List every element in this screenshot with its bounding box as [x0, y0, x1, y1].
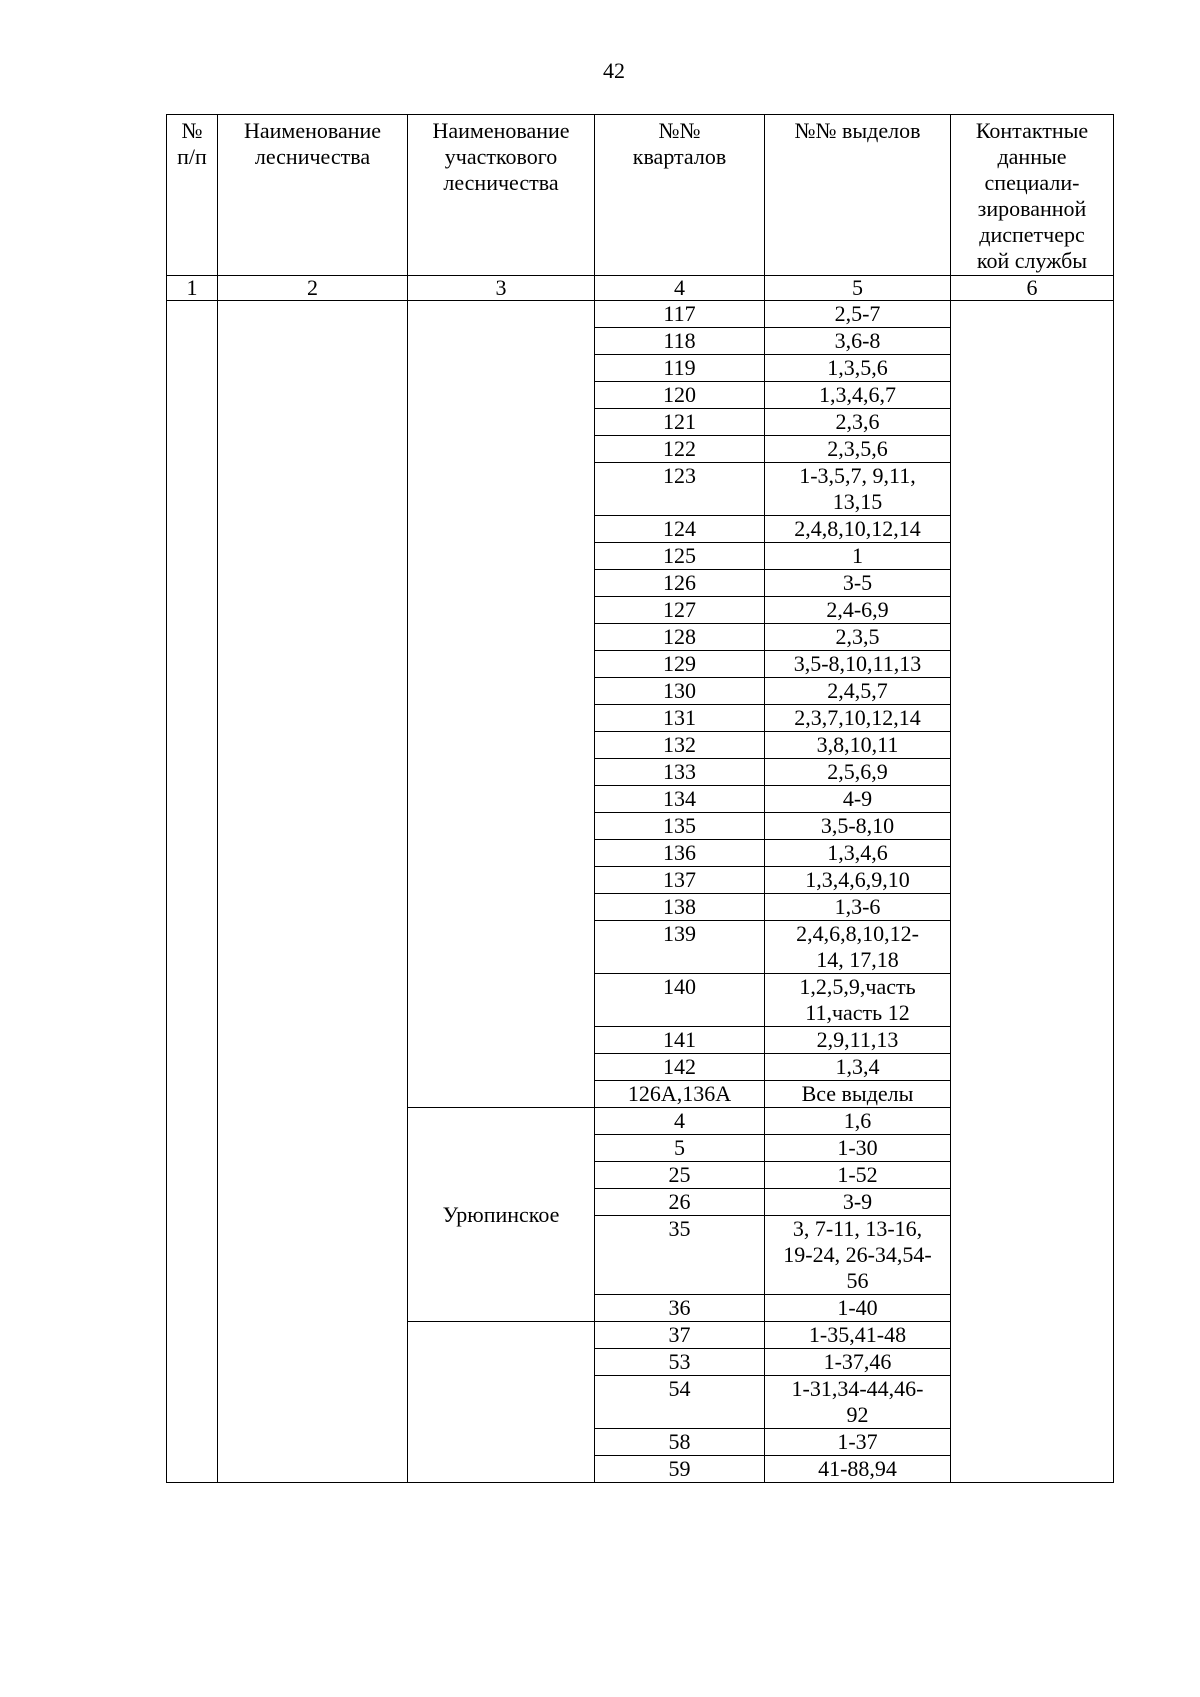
allotment-cell: 2,4,8,10,12,14 [765, 516, 951, 543]
allotment-cell: 2,4,6,8,10,12- 14, 17,18 [765, 921, 951, 974]
allotment-cell: 2,4-6,9 [765, 597, 951, 624]
allotment-cell: 1,3,5,6 [765, 355, 951, 382]
quarter-cell: 122 [595, 436, 765, 463]
quarter-cell: 133 [595, 759, 765, 786]
allotment-cell: 1,3,4,6 [765, 840, 951, 867]
quarter-cell: 132 [595, 732, 765, 759]
column-number: 6 [951, 276, 1114, 301]
quarter-cell: 37 [595, 1322, 765, 1349]
allotment-cell: 4-9 [765, 786, 951, 813]
allotment-cell: 1-35,41-48 [765, 1322, 951, 1349]
quarter-cell: 120 [595, 382, 765, 409]
allotment-cell: 2,3,7,10,12,14 [765, 705, 951, 732]
allotment-cell: 1-40 [765, 1295, 951, 1322]
quarter-cell: 137 [595, 867, 765, 894]
allotment-cell: 3,5-8,10 [765, 813, 951, 840]
allotment-cell: 41-88,94 [765, 1456, 951, 1483]
quarter-cell: 129 [595, 651, 765, 678]
column-number: 3 [408, 276, 595, 301]
header-forestry-name: Наименование лесничества [218, 115, 408, 276]
quarter-cell: 25 [595, 1162, 765, 1189]
allotment-cell: 1-37,46 [765, 1349, 951, 1376]
column-number-row [167, 276, 1114, 301]
allotment-cell: 1-52 [765, 1162, 951, 1189]
header-contacts: Контактные данные специали- зированной диспетчерс кой службы [951, 115, 1114, 276]
allotment-cell: 2,4,5,7 [765, 678, 951, 705]
allotment-cell: 1,2,5,9,часть 11,часть 12 [765, 974, 951, 1027]
quarter-cell: 119 [595, 355, 765, 382]
allotment-cell: 3,5-8,10,11,13 [765, 651, 951, 678]
allotment-cell: 3, 7-11, 13-16, 19-24, 26-34,54- 56 [765, 1216, 951, 1295]
quarter-cell: 136 [595, 840, 765, 867]
quarter-cell: 141 [595, 1027, 765, 1054]
quarter-cell: 53 [595, 1349, 765, 1376]
header-row [167, 115, 1114, 276]
quarter-cell: 58 [595, 1429, 765, 1456]
column-number: 4 [595, 276, 765, 301]
quarter-cell: 126 [595, 570, 765, 597]
column-number: 2 [218, 276, 408, 301]
quarter-cell: 35 [595, 1216, 765, 1295]
allotment-cell: 2,9,11,13 [765, 1027, 951, 1054]
allotment-cell: 2,5,6,9 [765, 759, 951, 786]
quarter-cell: 126А,136А [595, 1081, 765, 1108]
district-forestry-cell [408, 1322, 595, 1483]
quarter-cell: 131 [595, 705, 765, 732]
quarter-cell: 117 [595, 301, 765, 328]
quarter-cell: 54 [595, 1376, 765, 1429]
allotment-cell: 1-31,34-44,46- 92 [765, 1376, 951, 1429]
column-number: 5 [765, 276, 951, 301]
quarter-cell: 124 [595, 516, 765, 543]
header-district-forestry-name: Наименование участкового лесничества [408, 115, 595, 276]
quarter-cell: 59 [595, 1456, 765, 1483]
quarter-cell: 26 [595, 1189, 765, 1216]
district-forestry-cell [408, 301, 595, 1108]
quarter-cell: 142 [595, 1054, 765, 1081]
number-cell [167, 301, 218, 1483]
quarter-cell: 5 [595, 1135, 765, 1162]
allotment-cell: 1,3,4 [765, 1054, 951, 1081]
allotment-cell: 1,6 [765, 1108, 951, 1135]
quarter-cell: 140 [595, 974, 765, 1027]
allotment-cell: 3,6-8 [765, 328, 951, 355]
quarter-cell: 134 [595, 786, 765, 813]
allotment-cell: Все выделы [765, 1081, 951, 1108]
quarter-cell: 130 [595, 678, 765, 705]
quarter-cell: 123 [595, 463, 765, 516]
allotment-cell: 3,8,10,11 [765, 732, 951, 759]
allotment-cell: 3-5 [765, 570, 951, 597]
quarter-cell: 125 [595, 543, 765, 570]
header-allotments: №№ выделов [765, 115, 951, 276]
allotment-cell: 2,3,6 [765, 409, 951, 436]
quarter-cell: 135 [595, 813, 765, 840]
quarter-cell: 121 [595, 409, 765, 436]
allotment-cell: 1,3,4,6,7 [765, 382, 951, 409]
quarter-cell: 139 [595, 921, 765, 974]
allotment-cell: 1,3,4,6,9,10 [765, 867, 951, 894]
allotment-cell: 1-37 [765, 1429, 951, 1456]
header-quarters: №№ кварталов [595, 115, 765, 276]
table-row [167, 301, 1114, 328]
column-number: 1 [167, 276, 218, 301]
allotment-cell: 2,5-7 [765, 301, 951, 328]
district-forestry-cell: Урюпинское [408, 1108, 595, 1322]
forestry-table [166, 114, 1114, 1483]
quarter-cell: 127 [595, 597, 765, 624]
allotment-cell: 2,3,5,6 [765, 436, 951, 463]
allotment-cell: 3-9 [765, 1189, 951, 1216]
allotment-cell: 1 [765, 543, 951, 570]
page-number: 42 [603, 58, 625, 83]
quarter-cell: 118 [595, 328, 765, 355]
allotment-cell: 1,3-6 [765, 894, 951, 921]
allotment-cell: 1-3,5,7, 9,11, 13,15 [765, 463, 951, 516]
contacts-cell [951, 301, 1114, 1483]
quarter-cell: 4 [595, 1108, 765, 1135]
quarter-cell: 138 [595, 894, 765, 921]
forestry-name-cell [218, 301, 408, 1483]
allotment-cell: 2,3,5 [765, 624, 951, 651]
header-number: № п/п [167, 115, 218, 276]
quarter-cell: 128 [595, 624, 765, 651]
allotment-cell: 1-30 [765, 1135, 951, 1162]
quarter-cell: 36 [595, 1295, 765, 1322]
table-body [167, 301, 1114, 1483]
